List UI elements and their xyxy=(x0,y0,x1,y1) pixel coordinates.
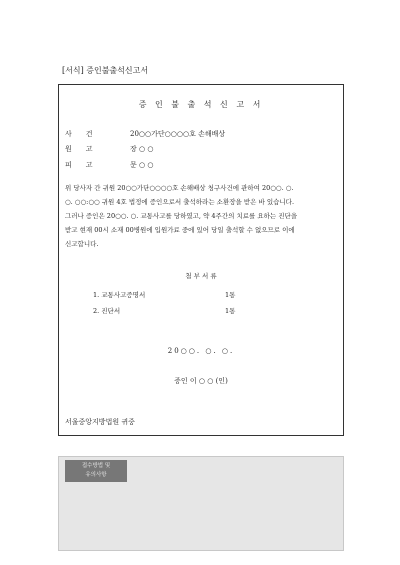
body-line: 그러나 증인은 20○○. ○. 교통사고를 당하였고, 약 4주간의 치료를 요하는 진단을 xyxy=(65,212,298,220)
notes-tab-line: 유의사항 xyxy=(85,472,107,478)
form-label: [서식] 증인불출석신고서 xyxy=(62,66,149,75)
notes-tab xyxy=(65,460,127,482)
signer: 증인 이 ○ ○ (인) xyxy=(174,377,228,385)
document-box xyxy=(58,84,344,436)
plaintiff-row xyxy=(65,144,153,154)
attachment-name: 진단서 xyxy=(101,307,121,315)
body-line: 받고 현재 00시 소재 00병원에 입원가료 중에 있어 당일 출석할 수 없으므로 이에 xyxy=(65,226,295,234)
attachment-name: 교통사고증명서 xyxy=(101,291,146,299)
attachment-item xyxy=(93,290,145,299)
attachments-title: 첨 부 서 류 xyxy=(185,272,217,280)
attachment-qty: 1통 xyxy=(225,291,236,299)
attachment-item xyxy=(93,306,120,315)
defendant-row xyxy=(65,160,153,170)
plaintiff-value: 장 ○ ○ xyxy=(130,145,154,153)
plaintiff-key: 원고 xyxy=(65,145,107,153)
court-addressee: 서울중앙지방법원 귀중 xyxy=(65,418,135,426)
notes-tab-line: 접수방법 및 xyxy=(81,463,111,469)
case-value: 20○○가단○○○○호 손해배상 xyxy=(130,130,226,138)
document-title: 증 인 불 출 석 신 고 서 xyxy=(138,100,264,109)
document-date: 20○○. ○. ○. xyxy=(167,347,235,355)
body-line: ○. ○○:○○ 귀원 4호 법정에 증인으로서 출석하라는 소환장을 받은 바 있습니다. xyxy=(65,198,295,206)
attachment-qty: 1통 xyxy=(225,307,236,315)
body-text xyxy=(65,181,343,251)
body-line: 신고합니다. xyxy=(65,240,99,248)
attachment-num: 1. xyxy=(93,291,100,299)
defendant-key: 피고 xyxy=(65,161,107,169)
body-line: 위 당사자 간 귀원 20○○가단○○○○호 손해배상 청구사건에 관하여 20○○. ○. xyxy=(65,184,294,192)
notes-box xyxy=(58,456,344,551)
attachment-num: 2. xyxy=(93,307,100,315)
case-row xyxy=(65,129,225,139)
defendant-value: 문 ○ ○ xyxy=(130,161,154,169)
case-key: 사건 xyxy=(65,130,107,138)
